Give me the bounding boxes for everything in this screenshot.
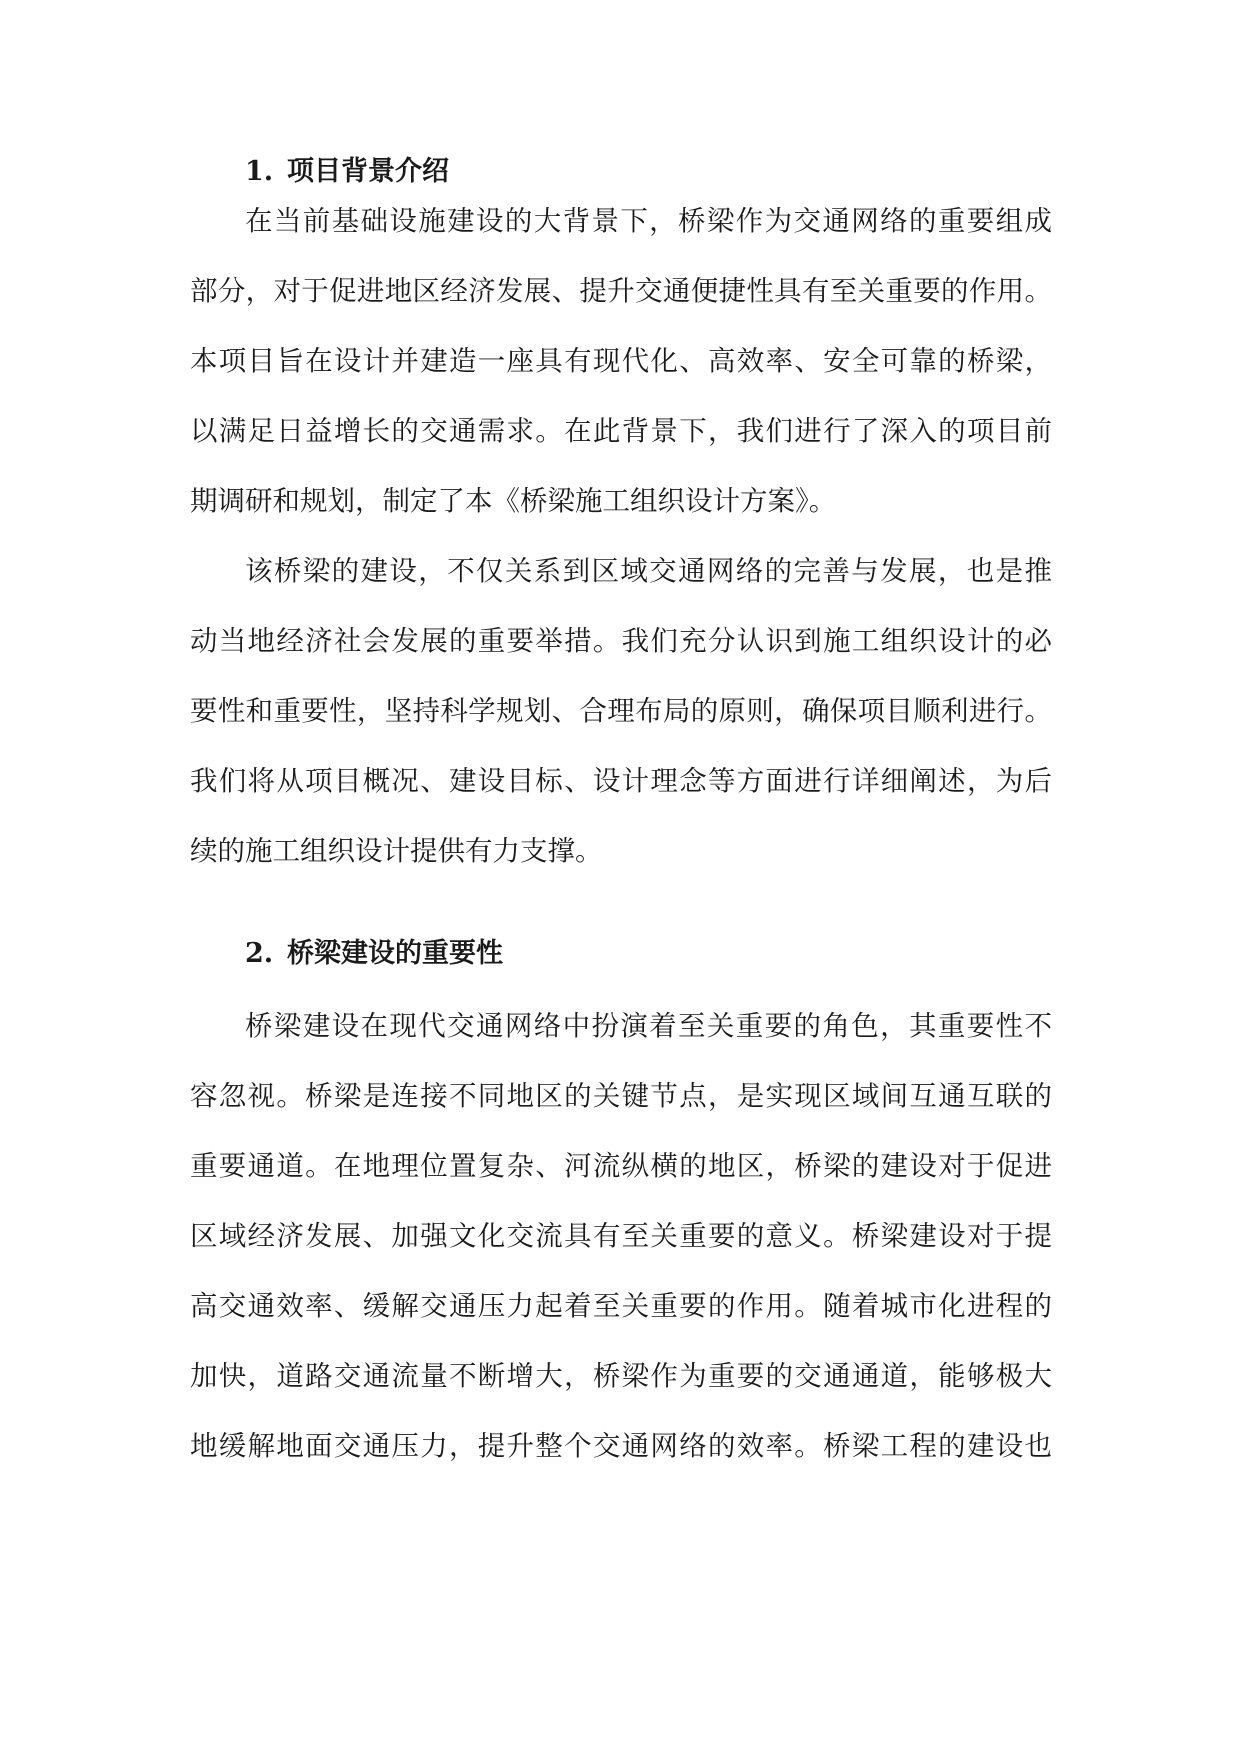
paragraph-line: 地缓解地面交通压力，提升整个交通网络的效率。桥梁工程的建设也 — [190, 1430, 1052, 1462]
paragraph-line: 该桥梁的建设，不仅关系到区域交通网络的完善与发展，也是推 — [245, 555, 1052, 587]
section-2-number: 2. — [245, 938, 274, 969]
paragraph-line: 在当前基础设施建设的大背景下，桥梁作为交通网络的重要组成 — [245, 205, 1052, 237]
section-2-heading — [245, 934, 1045, 974]
paragraph-line: 以满足日益增长的交通需求。在此背景下，我们进行了深入的项目前 — [190, 415, 1052, 447]
paragraph-line: 容忽视。桥梁是连接不同地区的关键节点，是实现区域间互通互联的 — [190, 1080, 1052, 1112]
section-2-title: 桥梁建设的重要性 — [287, 938, 503, 969]
paragraph-line: 部分，对于促进地区经济发展、提升交通便捷性具有至关重要的作用。 — [190, 275, 1052, 307]
paragraph-line: 续的施工组织设计提供有力支撑。 — [190, 835, 603, 867]
section-1-heading — [245, 152, 1045, 192]
paragraph-line: 重要通道。在地理位置复杂、河流纵横的地区，桥梁的建设对于促进 — [190, 1150, 1052, 1182]
paragraph-line: 高交通效率、缓解交通压力起着至关重要的作用。随着城市化进程的 — [190, 1290, 1052, 1322]
paragraph-line: 动当地经济社会发展的重要举措。我们充分认识到施工组织设计的必 — [190, 625, 1052, 657]
paragraph-line: 本项目旨在设计并建造一座具有现代化、高效率、安全可靠的桥梁， — [190, 345, 1052, 377]
section-1-number: 1. — [245, 156, 274, 187]
section-1-title: 项目背景介绍 — [287, 156, 449, 187]
paragraph-line: 桥梁建设在现代交通网络中扮演着至关重要的角色，其重要性不 — [245, 1010, 1052, 1042]
paragraph-line: 加快，道路交通流量不断增大，桥梁作为重要的交通通道，能够极大 — [190, 1360, 1052, 1392]
paragraph-line: 区域经济发展、加强文化交流具有至关重要的意义。桥梁建设对于提 — [190, 1220, 1052, 1252]
paragraph-line: 要性和重要性，坚持科学规划、合理布局的原则，确保项目顺利进行。 — [190, 695, 1052, 727]
paragraph-line: 期调研和规划，制定了本《桥梁施工组织设计方案》。 — [190, 485, 837, 517]
paragraph-line: 我们将从项目概况、建设目标、设计理念等方面进行详细阐述，为后 — [190, 765, 1052, 797]
